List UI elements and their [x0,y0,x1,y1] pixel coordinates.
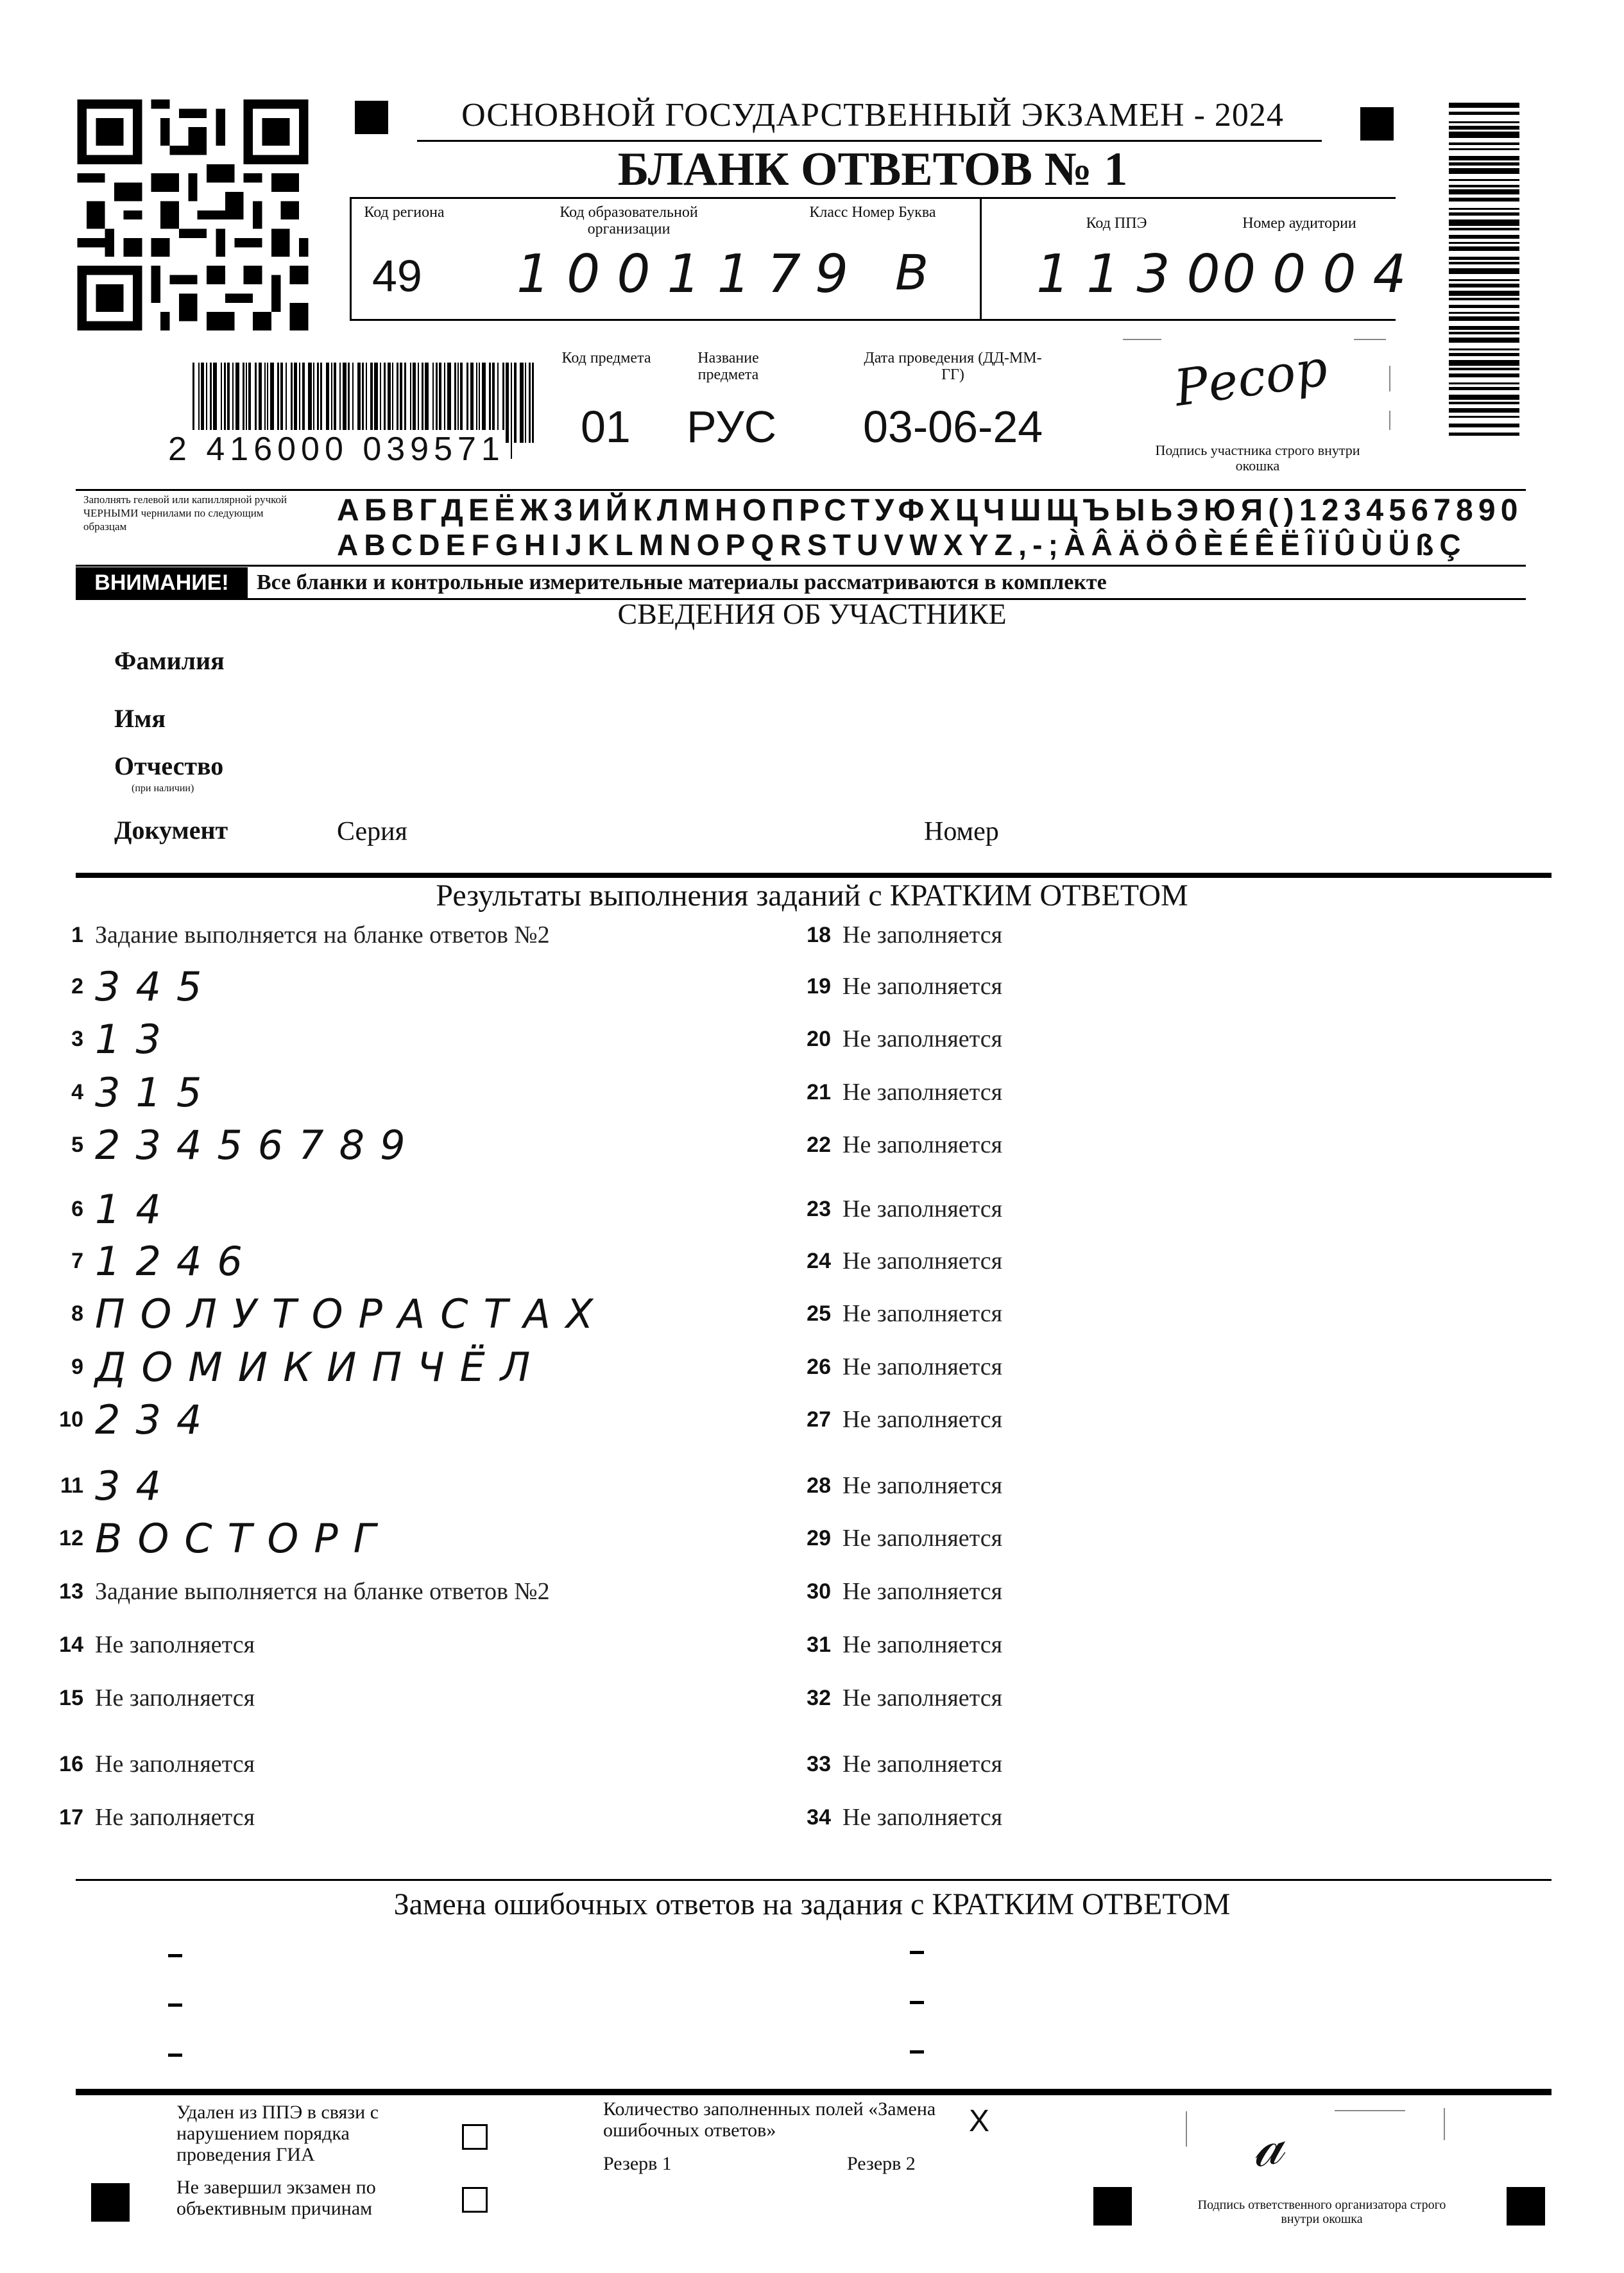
answer-number: 17 [59,1805,83,1830]
answer-number: 6 [71,1196,83,1221]
answer-row [38,1118,421,1172]
removed-checkbox[interactable] [462,2124,488,2150]
class-label: Класс Номер Буква [809,204,936,221]
answer-row [38,908,550,962]
replacement-section-title: Замена ошибочных ответов на задания с КРАТКИМ ОТВЕТОМ [393,1887,1231,1921]
alignment-marker-top-left [355,101,388,134]
document-label: Документ [114,816,228,845]
alignment-marker-bottom-mid [1093,2187,1132,2226]
answer-number: 23 [807,1196,831,1221]
answer-note: Не заполняется [842,1685,1003,1711]
organizer-signature-caption: Подпись ответственного организатора строго внутри окошка [1197,2198,1446,2226]
alignment-marker-bottom-left [91,2183,130,2222]
answer-number: 3 [71,1026,83,1051]
answer-number: 28 [807,1473,831,1498]
answer-row [786,1671,1002,1725]
answer-number: 1 [71,922,83,947]
replacement-count-label: Количество заполненных полей «Замена ошибочных ответов» [603,2098,936,2141]
answer-row [786,1790,1002,1844]
answer-note: Не заполняется [842,922,1003,948]
answer-row [786,959,1002,1013]
replacement-dash [910,2050,924,2054]
answer-row [38,1065,217,1119]
answer-row [38,1340,545,1394]
notice-badge: ВНИМАНИЕ! [76,567,248,598]
room-label: Номер аудитории [1242,215,1356,232]
answer-number: 27 [807,1407,831,1432]
answer-row [38,1618,255,1672]
sample-caption: Заполнять гелевой или капиллярной ручкой ЧЕРНЫМИ чернилами по следующим образцам [83,493,287,533]
answer-number: 10 [59,1407,83,1432]
replacement-dash [168,2054,182,2057]
answer-note: Не заполняется [842,973,1003,1000]
answer-row [38,1012,176,1066]
answer-value[interactable]: 345 [95,963,218,1010]
org-value: 100117 [517,244,818,305]
answer-note: Не заполняется [95,1631,255,1658]
answer-number: 19 [807,974,831,999]
answer-note: Не заполняется [842,1472,1003,1499]
sample-row-latin: ABCDEFGHIJKLMNOPQRSTUVWXYZ,-;ÀÂÄÖÔÈÉÊËÎÏÛÙÜßÇ [337,528,1467,562]
answer-note: Задание выполняется на бланке ответов №2 [95,922,550,948]
notice-text: Все бланки и контрольные измерительные материалы рассматриваются в комплекте [257,570,1107,594]
subject-code-label: Код предмета [561,350,651,366]
answer-note: Не заполняется [95,1804,255,1831]
answer-note: Не заполняется [842,1300,1003,1327]
answer-row [786,1234,1002,1288]
answer-row [786,1340,1002,1394]
replacement-dash [168,2003,182,2007]
answer-note: Не заполняется [95,1685,255,1711]
answer-row [38,1565,550,1618]
date-value: 03-06-24 [863,402,1043,452]
date-label: Дата проведения (ДД-ММ-ГГ) [864,350,1042,383]
region-value: 49 [372,251,422,301]
answer-row [38,1511,391,1565]
answer-row [38,1671,255,1725]
answer-row [786,1182,1002,1236]
organizer-signature-icon: 𝒶 [1245,2109,1289,2181]
patronymic-note: (при наличии) [132,783,194,794]
answer-row [38,1790,255,1844]
answer-note: Не заполняется [842,1196,1003,1222]
answer-note: Не заполняется [842,1248,1003,1274]
not-finished-label: Не завершил экзамен по объективным причинам [176,2177,376,2219]
answer-note: Не заполняется [842,1804,1003,1831]
subject-name-value: РУС [687,402,777,452]
answer-row [786,1511,1002,1565]
class-number-value: 9 [815,244,866,305]
answer-number: 13 [59,1579,83,1604]
answer-row [786,1618,1002,1672]
answer-number: 26 [807,1354,831,1379]
removed-label: Удален из ППЭ в связи с нарушением порядка проведения ГИА [176,2102,379,2165]
answer-row [786,1287,1002,1341]
subject-code-value: 01 [581,402,631,452]
answer-row [786,1118,1002,1172]
replacement-dash [910,2001,924,2004]
answer-number: 8 [71,1301,83,1326]
answer-row [38,1287,608,1341]
answer-number: 5 [71,1132,83,1157]
answer-note: Не заполняется [842,1079,1003,1106]
answer-row [786,1737,1002,1791]
patronymic-label: Отчество [114,751,224,780]
answer-number: 9 [71,1354,83,1379]
answer-row [38,1234,258,1288]
number-label: Номер [924,817,999,846]
answer-value[interactable]: 234 [95,1396,218,1443]
answer-row [38,1182,176,1236]
org-label: Код образовательной организации [560,204,698,237]
answer-value[interactable]: 23456789 [95,1121,421,1169]
answer-value[interactable]: 34 [95,1462,176,1509]
not-finished-checkbox[interactable] [462,2187,488,2213]
region-label: Код региона [364,204,445,221]
answer-note: Не заполняется [95,1751,255,1778]
series-label: Серия [337,817,407,846]
reserve-2-label: Резерв 2 [847,2153,916,2174]
answer-number: 24 [807,1248,831,1273]
answer-row [786,1393,1002,1446]
answer-note: Не заполняется [842,1131,1003,1158]
answer-number: 33 [807,1751,831,1776]
answer-number: 22 [807,1132,831,1157]
answer-number: 32 [807,1685,831,1710]
answer-row [786,1459,1002,1513]
answer-row [38,1459,176,1513]
answer-number: 7 [71,1248,83,1273]
answer-value[interactable]: ДОМИКИПЧЁЛ [95,1343,546,1391]
ppe-label: Код ППЭ [1086,215,1147,232]
answer-value[interactable]: 315 [95,1068,218,1116]
side-barcode-icon [1449,103,1519,436]
answer-row [786,1065,1002,1119]
replacement-dash [168,1954,182,1957]
alignment-marker-top-right [1360,107,1394,141]
answer-row [38,1737,255,1791]
answer-number: 2 [71,974,83,999]
participant-signature: Ресор [1170,339,1331,418]
answer-note: Задание выполняется на бланке ответов №2 [95,1578,550,1605]
answer-note: Не заполняется [842,1578,1003,1605]
subject-name-label: Название предмета [697,350,759,383]
answer-number: 20 [807,1026,831,1051]
answer-value[interactable]: 13 [95,1015,176,1063]
answer-note: Не заполняется [842,1406,1003,1433]
participant-section-title: СВЕДЕНИЯ ОБ УЧАСТНИКЕ [617,597,1007,630]
answer-note: Не заполняется [842,1025,1003,1052]
answer-value[interactable]: ВОСТОРГ [95,1514,391,1562]
answer-number: 31 [807,1632,831,1657]
answer-number: 34 [807,1805,831,1830]
answer-row [38,1393,217,1446]
answer-number: 25 [807,1301,831,1326]
answer-number: 4 [71,1079,83,1104]
replacement-dash [910,1951,924,1954]
alignment-marker-bottom-right [1507,2187,1545,2226]
answer-number: 30 [807,1579,831,1604]
exam-title: ОСНОВНОЙ ГОСУДАРСТВЕННЫЙ ЭКЗАМЕН - 2024 [461,97,1284,133]
answer-note: Не заполняется [842,1525,1003,1552]
answer-number: 12 [59,1525,83,1550]
surname-label: Фамилия [114,646,225,675]
answer-number: 14 [59,1632,83,1657]
signature-caption: Подпись участника строго внутри окошка [1155,442,1360,474]
answer-note: Не заполняется [842,1751,1003,1778]
replacement-count-value: Х [969,2104,990,2138]
answer-row [786,908,1002,962]
answer-note: Не заполняется [842,1353,1003,1380]
answer-number: 18 [807,922,831,947]
answers-section-title: Результаты выполнения заданий с КРАТКИМ ОТВЕТОМ [436,879,1188,913]
ppe-value: 1130 [1036,244,1237,305]
answer-value[interactable]: ПОЛУТОРАСТАХ [95,1290,609,1337]
answer-number: 21 [807,1079,831,1104]
name-label: Имя [114,704,166,733]
answer-row [786,1565,1002,1618]
sample-row-cyrillic: АБВГДЕЁЖЗИЙКЛМНОПРСТУФХЦЧШЩЪЫЬЭЮЯ()1234567890 [337,493,1523,528]
answer-note: Не заполняется [842,1631,1003,1658]
class-letter-value: В [895,244,946,301]
answer-row [38,959,217,1013]
answer-row [786,1012,1002,1066]
qr-code-icon [76,99,310,330]
room-value: 0004 [1222,244,1423,305]
answer-number: 29 [807,1525,831,1550]
barcode-number: 2 416000 039571 [168,431,505,468]
answer-value[interactable]: 14 [95,1185,176,1233]
reserve-1-label: Резерв 1 [603,2153,672,2174]
answer-number: 11 [60,1473,83,1498]
form-title: БЛАНК ОТВЕТОВ № 1 [617,143,1128,196]
answer-number: 16 [59,1751,83,1776]
answer-value[interactable]: 1246 [95,1237,258,1285]
answer-number: 15 [59,1685,83,1710]
